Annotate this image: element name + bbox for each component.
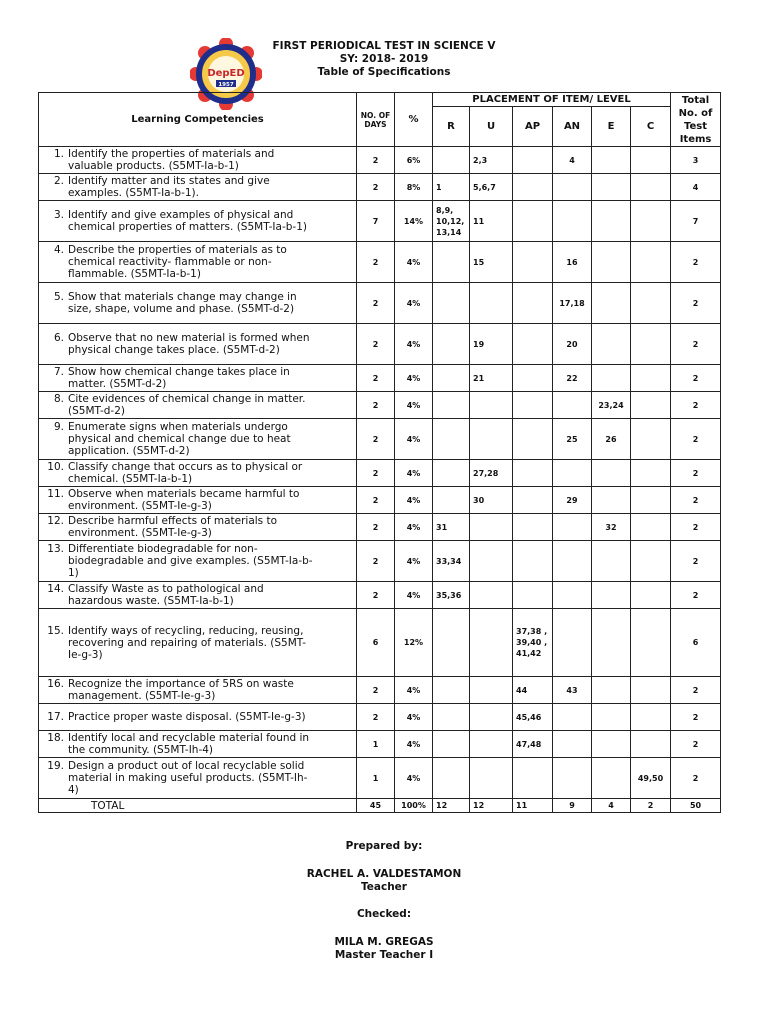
cell-r — [433, 419, 470, 460]
cell-e: 32 — [592, 514, 631, 541]
cell-r: 33,34 — [433, 541, 470, 582]
checked-by-name: MILA M. GREGAS — [334, 936, 434, 948]
cell-u — [470, 419, 513, 460]
cell-total: 2 — [671, 514, 721, 541]
cell-an — [553, 731, 592, 758]
table-row — [39, 514, 721, 541]
cell-pct: 4% — [395, 541, 433, 582]
cell-an — [553, 582, 592, 609]
cell-an: 17,18 — [553, 283, 592, 324]
cell-total: 2 — [671, 324, 721, 365]
table-row — [39, 174, 721, 201]
cell-ap — [513, 541, 553, 582]
cell-total: 2 — [671, 541, 721, 582]
cell-c — [631, 392, 671, 419]
cell-c — [631, 582, 671, 609]
cell-c — [631, 514, 671, 541]
cell-u: 11 — [470, 201, 513, 242]
cell-u — [470, 677, 513, 704]
tos-subtitle: Table of Specifications — [317, 66, 451, 78]
cell-days: 2 — [357, 487, 395, 514]
cell-e — [592, 324, 631, 365]
header-level-ap: AP — [513, 107, 553, 147]
competency-number: 11. — [47, 488, 64, 500]
competency-text: Describe harmful effects of materials to environment. (S5MT-Ie-g-3) — [68, 515, 278, 539]
cell-total: 2 — [671, 365, 721, 392]
cell-e — [592, 704, 631, 731]
competency-cell — [39, 704, 357, 731]
competency-text: Design a product out of local recyclable solid material in making useful products. (S5MT-Ih-4) — [68, 760, 308, 796]
cell-days: 6 — [357, 609, 395, 677]
table-row — [39, 242, 721, 283]
cell-pct: 12% — [395, 609, 433, 677]
cell-an: 4 — [553, 147, 592, 174]
cell-c — [631, 541, 671, 582]
cell-r: 8,9, 10,12, 13,14 — [433, 201, 470, 242]
competency-number: 1. — [53, 148, 64, 160]
cell-ap — [513, 201, 553, 242]
competency-text: Identify the properties of materials and valuable products. (S5MT-Ia-b-1) — [68, 148, 275, 172]
competency-number: 2. — [53, 175, 64, 187]
cell-pct: 4% — [395, 704, 433, 731]
cell-ap — [513, 582, 553, 609]
cell-u — [470, 758, 513, 799]
competency-number: 10. — [47, 461, 64, 473]
cell-u — [470, 392, 513, 419]
cell-ap — [513, 419, 553, 460]
cell-days: 2 — [357, 460, 395, 487]
cell-pct: 4% — [395, 460, 433, 487]
table-row — [39, 704, 721, 731]
cell-days: 1 — [357, 731, 395, 758]
competency-number: 18. — [47, 732, 64, 744]
cell-an: 43 — [553, 677, 592, 704]
total-an: 9 — [553, 799, 592, 813]
cell-u: 19 — [470, 324, 513, 365]
header-level-e: E — [592, 107, 631, 147]
cell-pct: 14% — [395, 201, 433, 242]
header-level-r: R — [433, 107, 470, 147]
cell-days: 2 — [357, 324, 395, 365]
cell-an — [553, 758, 592, 799]
cell-ap — [513, 460, 553, 487]
competency-number: 4. — [53, 244, 64, 256]
cell-days: 2 — [357, 419, 395, 460]
competency-cell — [39, 731, 357, 758]
cell-c — [631, 147, 671, 174]
competency-text: Cite evidences of chemical change in matter. (S5MT-d-2) — [68, 393, 306, 417]
competency-number: 7. — [53, 366, 64, 378]
table-of-specifications — [38, 92, 721, 813]
competency-number: 19. — [47, 760, 64, 772]
competency-text: Enumerate signs when materials undergo physical and chemical change due to heat application. (S5MT-d-2) — [68, 421, 291, 457]
cell-days: 2 — [357, 514, 395, 541]
competency-number: 9. — [53, 421, 64, 433]
competency-number: 16. — [47, 678, 64, 690]
competency-number: 17. — [47, 711, 64, 723]
cell-c: 49,50 — [631, 758, 671, 799]
cell-total: 2 — [671, 731, 721, 758]
cell-e — [592, 541, 631, 582]
competency-cell — [39, 541, 357, 582]
competency-cell — [39, 514, 357, 541]
cell-u — [470, 609, 513, 677]
cell-an — [553, 460, 592, 487]
cell-c — [631, 242, 671, 283]
cell-u — [470, 731, 513, 758]
svg-text:1957: 1957 — [218, 82, 234, 88]
cell-c — [631, 419, 671, 460]
cell-total: 2 — [671, 582, 721, 609]
cell-e — [592, 609, 631, 677]
cell-c — [631, 677, 671, 704]
cell-r: 35,36 — [433, 582, 470, 609]
cell-ap — [513, 392, 553, 419]
cell-an — [553, 704, 592, 731]
cell-days: 2 — [357, 365, 395, 392]
cell-c — [631, 324, 671, 365]
cell-days: 1 — [357, 758, 395, 799]
total-pct: 100% — [395, 799, 433, 813]
table-row — [39, 487, 721, 514]
cell-total: 2 — [671, 758, 721, 799]
competency-cell — [39, 147, 357, 174]
cell-u — [470, 283, 513, 324]
competency-cell — [39, 609, 357, 677]
cell-r: 31 — [433, 514, 470, 541]
table-row — [39, 283, 721, 324]
cell-u: 2,3 — [470, 147, 513, 174]
cell-r — [433, 704, 470, 731]
cell-total: 2 — [671, 242, 721, 283]
cell-an — [553, 514, 592, 541]
cell-r — [433, 731, 470, 758]
table-row — [39, 201, 721, 242]
cell-r — [433, 677, 470, 704]
competency-text: Practice proper waste disposal. (S5MT-Ie-g-3) — [68, 711, 306, 723]
cell-c — [631, 174, 671, 201]
cell-an — [553, 541, 592, 582]
cell-ap — [513, 514, 553, 541]
cell-r — [433, 283, 470, 324]
competency-text: Observe when materials became harmful to environment. (S5MT-Ie-g-3) — [68, 488, 300, 512]
cell-an: 16 — [553, 242, 592, 283]
table-row — [39, 609, 721, 677]
competency-text: Identify matter and its states and give examples. (S5MT-Ia-b-1). — [68, 175, 270, 199]
cell-an — [553, 174, 592, 201]
cell-e — [592, 283, 631, 324]
competency-number: 12. — [47, 515, 64, 527]
cell-r — [433, 392, 470, 419]
header-placement: PLACEMENT OF ITEM/ LEVEL — [433, 93, 671, 107]
cell-c — [631, 460, 671, 487]
cell-u: 21 — [470, 365, 513, 392]
header-percent: % — [395, 93, 433, 147]
competency-cell — [39, 392, 357, 419]
cell-total: 2 — [671, 419, 721, 460]
competency-cell — [39, 419, 357, 460]
header-competencies: Learning Competencies — [39, 93, 357, 147]
competency-cell — [39, 283, 357, 324]
cell-c — [631, 201, 671, 242]
cell-days: 2 — [357, 677, 395, 704]
cell-e — [592, 365, 631, 392]
checked-by-title: Master Teacher I — [334, 949, 434, 961]
competency-text: Classify change that occurs as to physical or chemical. (S5MT-Ia-b-1) — [68, 461, 303, 485]
competency-cell — [39, 324, 357, 365]
cell-pct: 4% — [395, 365, 433, 392]
cell-total: 7 — [671, 201, 721, 242]
cell-ap — [513, 174, 553, 201]
total-c: 2 — [631, 799, 671, 813]
competency-cell — [39, 758, 357, 799]
cell-e — [592, 731, 631, 758]
header-total: Total No. of Test Items — [671, 93, 721, 147]
test-title: FIRST PERIODICAL TEST IN SCIENCE V — [272, 40, 496, 52]
table-row — [39, 731, 721, 758]
cell-an — [553, 201, 592, 242]
cell-pct: 4% — [395, 419, 433, 460]
cell-ap — [513, 758, 553, 799]
cell-pct: 8% — [395, 174, 433, 201]
competency-number: 14. — [47, 583, 64, 595]
cell-ap: 44 — [513, 677, 553, 704]
cell-u: 27,28 — [470, 460, 513, 487]
competency-text: Classify Waste as to pathological and hazardous waste. (S5MT-Ia-b-1) — [68, 583, 264, 607]
table-row — [39, 365, 721, 392]
cell-e — [592, 201, 631, 242]
cell-pct: 4% — [395, 392, 433, 419]
competency-text: Observe that no new material is formed when physical change takes place. (S5MT-d-2) — [68, 332, 310, 356]
cell-total: 4 — [671, 174, 721, 201]
competency-cell — [39, 460, 357, 487]
cell-pct: 4% — [395, 487, 433, 514]
svg-text:DepED: DepED — [207, 68, 245, 79]
cell-c — [631, 731, 671, 758]
cell-days: 2 — [357, 392, 395, 419]
cell-ap — [513, 242, 553, 283]
cell-days: 7 — [357, 201, 395, 242]
cell-r — [433, 242, 470, 283]
cell-pct: 6% — [395, 147, 433, 174]
total-u: 12 — [470, 799, 513, 813]
cell-days: 2 — [357, 704, 395, 731]
cell-c — [631, 487, 671, 514]
cell-e — [592, 147, 631, 174]
cell-e — [592, 758, 631, 799]
cell-u: 5,6,7 — [470, 174, 513, 201]
total-days: 45 — [357, 799, 395, 813]
competency-cell — [39, 365, 357, 392]
cell-days: 2 — [357, 541, 395, 582]
table-row — [39, 324, 721, 365]
cell-ap: 47,48 — [513, 731, 553, 758]
cell-r — [433, 487, 470, 514]
cell-u: 15 — [470, 242, 513, 283]
competency-text: Show how chemical change takes place in matter. (S5MT-d-2) — [68, 366, 290, 390]
table-row — [39, 541, 721, 582]
table-row — [39, 147, 721, 174]
cell-ap — [513, 324, 553, 365]
cell-an: 20 — [553, 324, 592, 365]
cell-c — [631, 365, 671, 392]
competency-number: 8. — [53, 393, 64, 405]
total-ap: 11 — [513, 799, 553, 813]
competency-number: 6. — [53, 332, 64, 344]
cell-e — [592, 174, 631, 201]
competency-cell — [39, 174, 357, 201]
checked-by-label: Checked: — [356, 908, 412, 920]
total-r: 12 — [433, 799, 470, 813]
cell-e: 23,24 — [592, 392, 631, 419]
competency-text: Recognize the importance of 5RS on waste management. (S5MT-Ie-g-3) — [68, 678, 294, 702]
competency-number: 13. — [47, 543, 64, 555]
cell-ap: 45,46 — [513, 704, 553, 731]
cell-an: 29 — [553, 487, 592, 514]
cell-e — [592, 242, 631, 283]
cell-c — [631, 704, 671, 731]
cell-r — [433, 324, 470, 365]
cell-pct: 4% — [395, 677, 433, 704]
competency-number: 3. — [53, 209, 64, 221]
cell-pct: 4% — [395, 283, 433, 324]
cell-e — [592, 460, 631, 487]
cell-ap — [513, 283, 553, 324]
table-row — [39, 582, 721, 609]
cell-total: 2 — [671, 677, 721, 704]
cell-total: 2 — [671, 704, 721, 731]
cell-u: 30 — [470, 487, 513, 514]
cell-days: 2 — [357, 283, 395, 324]
cell-total: 2 — [671, 283, 721, 324]
cell-r: 1 — [433, 174, 470, 201]
cell-u — [470, 541, 513, 582]
header-level-c: C — [631, 107, 671, 147]
cell-days: 2 — [357, 174, 395, 201]
cell-pct: 4% — [395, 514, 433, 541]
cell-u — [470, 582, 513, 609]
table-row — [39, 419, 721, 460]
cell-e — [592, 487, 631, 514]
cell-pct: 4% — [395, 324, 433, 365]
cell-ap — [513, 365, 553, 392]
table-row — [39, 677, 721, 704]
cell-an — [553, 392, 592, 419]
total-label: TOTAL — [39, 799, 357, 813]
cell-ap — [513, 147, 553, 174]
cell-total: 2 — [671, 460, 721, 487]
cell-r — [433, 609, 470, 677]
cell-total: 6 — [671, 609, 721, 677]
total-row — [39, 799, 721, 813]
cell-u — [470, 514, 513, 541]
competency-cell — [39, 242, 357, 283]
cell-days: 2 — [357, 147, 395, 174]
header-row-top — [39, 93, 721, 107]
total-total: 50 — [671, 799, 721, 813]
competency-cell — [39, 201, 357, 242]
cell-total: 2 — [671, 392, 721, 419]
prepared-by-title: Teacher — [361, 881, 407, 893]
competency-number: 15. — [47, 624, 64, 637]
cell-an: 25 — [553, 419, 592, 460]
table-row — [39, 460, 721, 487]
cell-c — [631, 609, 671, 677]
competency-cell — [39, 487, 357, 514]
cell-total: 2 — [671, 487, 721, 514]
competency-text: Identify and give examples of physical and chemical properties of matters. (S5MT-Ia-b-1) — [68, 209, 307, 233]
competency-text: Show that materials change may change in size, shape, volume and phase. (S5MT-d-2) — [68, 291, 297, 315]
cell-e — [592, 582, 631, 609]
competency-cell — [39, 677, 357, 704]
competency-text: Describe the properties of materials as to chemical reactivity- flammable or non-flammable. (S5MT-Ia-b-1) — [68, 244, 287, 280]
header-level-u: U — [470, 107, 513, 147]
cell-days: 2 — [357, 582, 395, 609]
cell-r — [433, 758, 470, 799]
header-level-an: AN — [553, 107, 592, 147]
competency-text: Identify ways of recycling, reducing, reusing, recovering and repairing of materials. (S5MT-Ie-g-3) — [68, 624, 307, 661]
header-days: NO. OF DAYS — [357, 93, 395, 147]
cell-an: 22 — [553, 365, 592, 392]
cell-pct: 4% — [395, 582, 433, 609]
cell-pct: 4% — [395, 731, 433, 758]
cell-pct: 4% — [395, 758, 433, 799]
cell-e: 26 — [592, 419, 631, 460]
table-row — [39, 758, 721, 799]
total-e: 4 — [592, 799, 631, 813]
cell-ap: 37,38 , 39,40 , 41,42 — [513, 609, 553, 677]
document-header — [0, 40, 768, 79]
cell-r — [433, 365, 470, 392]
cell-e — [592, 677, 631, 704]
competency-text: Differentiate biodegradable for non-biodegradable and give examples. (S5MT-Ia-b-1) — [68, 543, 313, 579]
cell-c — [631, 283, 671, 324]
prepared-by-name: RACHEL A. VALDESTAMON — [306, 868, 462, 880]
cell-r — [433, 147, 470, 174]
cell-ap — [513, 487, 553, 514]
cell-r — [433, 460, 470, 487]
cell-total: 3 — [671, 147, 721, 174]
school-year: SY: 2018- 2019 — [339, 53, 429, 65]
cell-days: 2 — [357, 242, 395, 283]
table-row — [39, 392, 721, 419]
competency-number: 5. — [53, 291, 64, 303]
cell-u — [470, 704, 513, 731]
competency-cell — [39, 582, 357, 609]
cell-an — [553, 609, 592, 677]
competency-text: Identify local and recyclable material found in the community. (S5MT-Ih-4) — [68, 732, 310, 756]
prepared-by-label: Prepared by: — [345, 840, 423, 852]
cell-pct: 4% — [395, 242, 433, 283]
